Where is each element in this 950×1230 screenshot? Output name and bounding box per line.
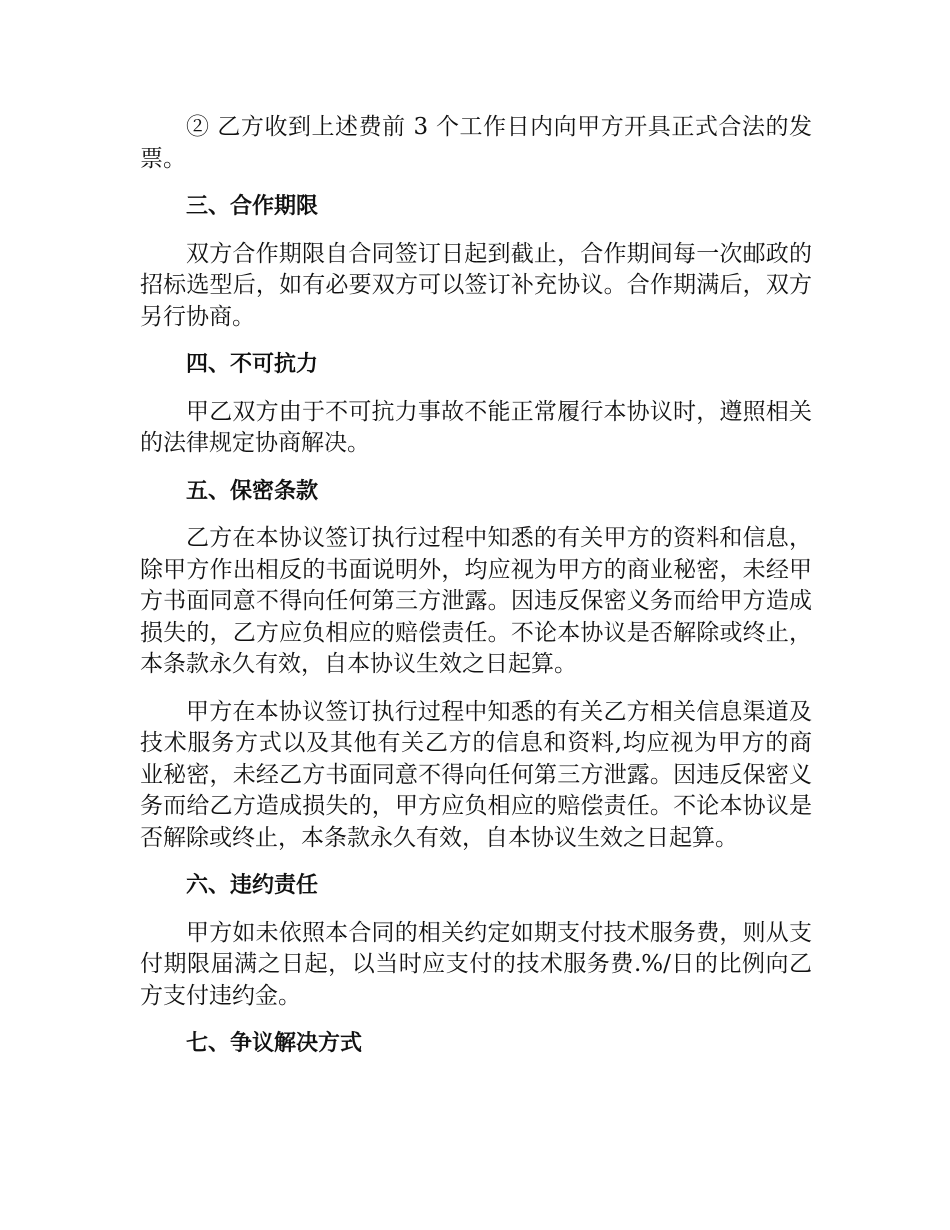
paragraph-force-majeure: 甲乙双方由于不可抗力事故不能正常履行本协议时，遵照相关的法律规定协商解决。	[140, 398, 812, 456]
paragraph-cooperation-period: 双方合作期限自合同签订日起到截止，合作期间每一次邮政的招标选型后，如有必要双方可以签订补充协议。合作期满后，双方另行协商。	[140, 240, 812, 330]
heading-cooperation-period: 三、合作期限	[186, 194, 319, 219]
paragraph-liability: 甲方如未依照本合同的相关约定如期支付技术服务费，则从支付期限届满之日起，以当时应支付的技术服务费.%/日的比例向乙方支付违约金。	[140, 919, 812, 1009]
paragraph-confidentiality-party-b: 乙方在本协议签订执行过程中知悉的有关甲方的资料和信息，除甲方作出相反的书面说明外，均应视为甲方的商业秘密，未经甲方书面同意不得向任何第三方泄露。因违反保密义务而给甲方造成损失的，乙方应负相应的赔偿责任。不论本协议是否解除或终止，本条款永久有效，自本协议生效之日起算。	[140, 525, 812, 677]
heading-liability: 六、违约责任	[186, 873, 319, 898]
paragraph-invoice: ② 乙方收到上述费前 3 个工作日内向甲方开具正式合法的发票。	[140, 114, 812, 172]
paragraph-confidentiality-party-a: 甲方在本协议签订执行过程中知悉的有关乙方相关信息渠道及技术服务方式以及其他有关乙方的信息和资料,均应视为甲方的商业秘密，未经乙方书面同意不得向任何第三方泄露。因违反保密义务而给乙方造成损失的，甲方应负相应的赔偿责任。不论本协议是否解除或终止，本条款永久有效，自本协议生效之日起算。	[140, 698, 812, 851]
document-body	[140, 112, 812, 1076]
heading-force-majeure: 四、不可抗力	[186, 352, 319, 377]
heading-dispute-resolution: 七、争议解决方式	[186, 1031, 363, 1056]
heading-confidentiality: 五、保密条款	[186, 478, 319, 504]
